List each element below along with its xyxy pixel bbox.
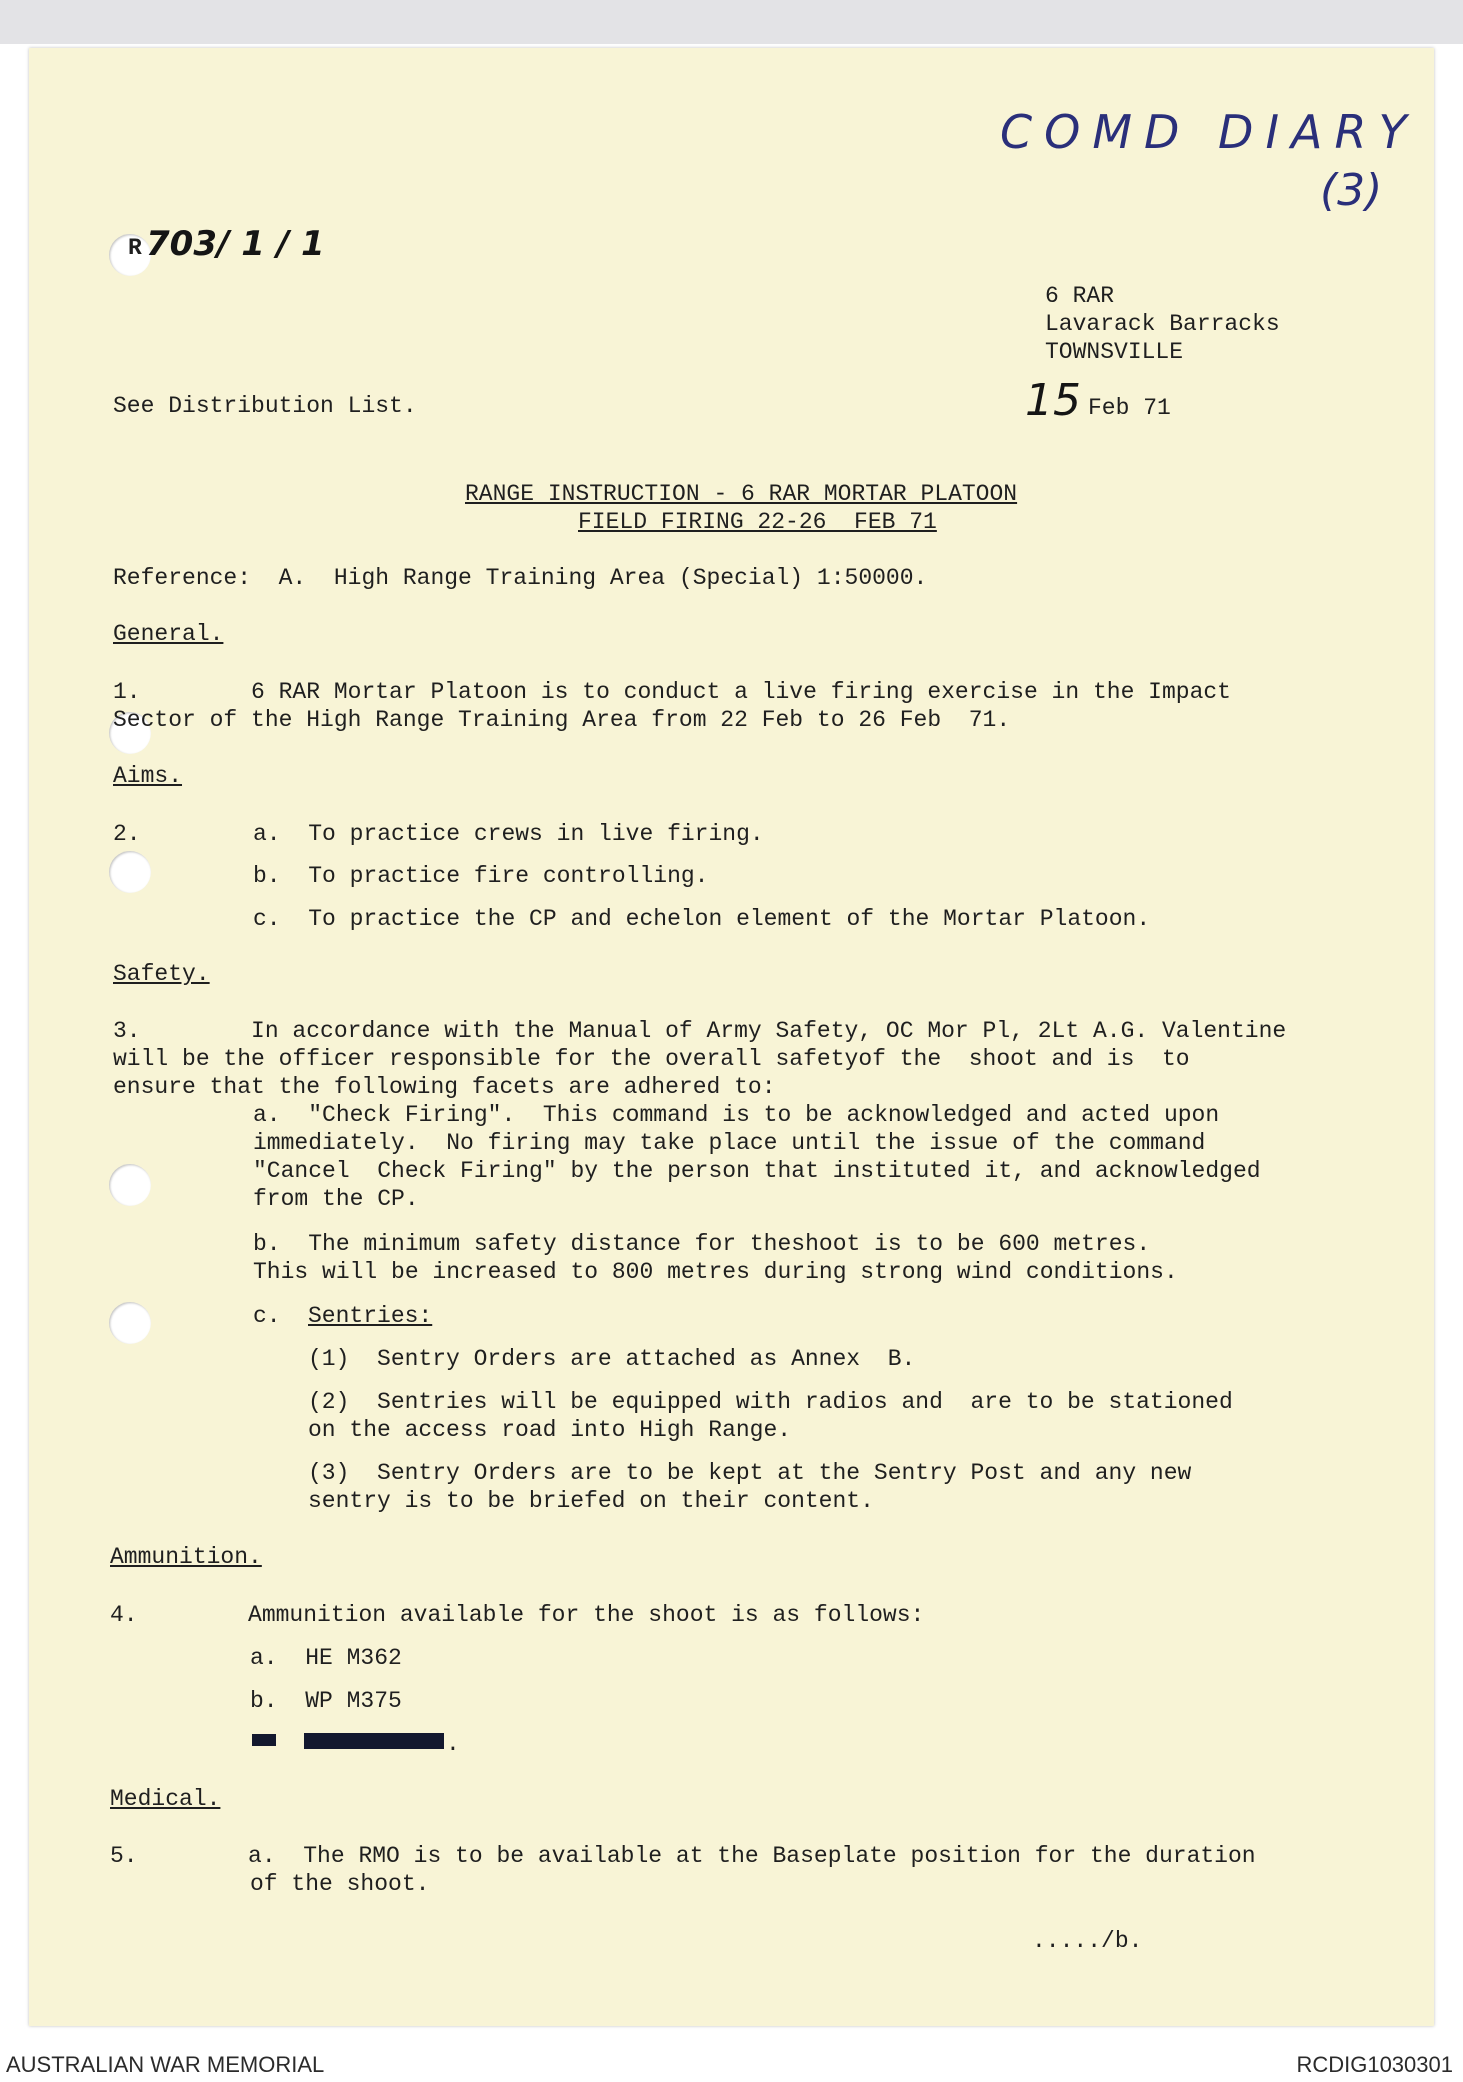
punch-hole bbox=[109, 1302, 151, 1344]
list-item: b. To practice fire controlling. bbox=[253, 863, 709, 889]
paragraph-line: "Cancel Check Firing" by the person that instituted it, and acknowledged bbox=[253, 1158, 1261, 1184]
footer-id: RCDIG1030301 bbox=[1296, 2052, 1453, 2077]
list-item-tail: . bbox=[446, 1731, 460, 1757]
paragraph-number: 2. bbox=[113, 821, 141, 847]
handwritten-note: COMD DIARY bbox=[1000, 105, 1419, 159]
file-ref-handwritten: 703/ 1 / 1 bbox=[146, 224, 325, 264]
document-title: RANGE INSTRUCTION - 6 RAR MORTAR PLATOON bbox=[465, 481, 1018, 507]
paragraph-line: will be the officer responsible for the overall safetyof the shoot and is to bbox=[113, 1046, 1190, 1072]
subsection-heading: Sentries: bbox=[308, 1303, 433, 1329]
reference-line: Reference: A. High Range Training Area (Special) 1:50000. bbox=[113, 565, 928, 591]
handwritten-number: (3) bbox=[1320, 165, 1383, 216]
address-line: Lavarack Barracks bbox=[1045, 311, 1280, 337]
paragraph-line: b. The minimum safety distance for theshoot is to be 600 metres. bbox=[253, 1231, 1151, 1257]
paragraph-line: on the access road into High Range. bbox=[308, 1417, 792, 1443]
list-item: a. To practice crews in live firing. bbox=[253, 821, 764, 847]
continuation-marker: ...../b. bbox=[1032, 1928, 1143, 1954]
address-line: TOWNSVILLE bbox=[1045, 339, 1184, 365]
paragraph-line: 3. In accordance with the Manual of Army Safety, OC Mor Pl, 2Lt A.G. Valentine bbox=[113, 1018, 1287, 1044]
scanner-top-strip bbox=[0, 0, 1463, 44]
paragraph-line: a. "Check Firing". This command is to be acknowledged and acted upon bbox=[253, 1102, 1220, 1128]
redaction-mark bbox=[252, 1734, 276, 1746]
document-subtitle: FIELD FIRING 22-26 FEB 71 bbox=[578, 509, 937, 535]
date-month-year: Feb 71 bbox=[1088, 395, 1171, 421]
file-ref-prefix: R bbox=[128, 235, 142, 261]
section-heading: General. bbox=[113, 621, 224, 647]
paragraph-line: of the shoot. bbox=[250, 1871, 430, 1897]
list-item: c. To practice the CP and echelon element of the Mortar Platoon. bbox=[253, 906, 1151, 932]
paragraph-line: (3) Sentry Orders are to be kept at the Sentry Post and any new bbox=[308, 1460, 1192, 1486]
paragraph-line: 5. a. The RMO is to be available at the Baseplate position for the duration bbox=[110, 1843, 1256, 1869]
paragraph-line: (2) Sentries will be equipped with radios and are to be stationed bbox=[308, 1389, 1233, 1415]
punch-hole bbox=[109, 1164, 151, 1206]
paragraph-line: immediately. No firing may take place until the issue of the command bbox=[253, 1130, 1206, 1156]
section-heading: Aims. bbox=[113, 763, 183, 789]
punch-hole bbox=[109, 851, 151, 893]
redaction-mark bbox=[304, 1733, 444, 1749]
paragraph-line: 4. Ammunition available for the shoot is as follows: bbox=[110, 1602, 925, 1628]
list-item: (1) Sentry Orders are attached as Annex B. bbox=[308, 1346, 916, 1372]
paragraph-line: ensure that the following facets are adhered to: bbox=[113, 1074, 776, 1100]
paragraph-line: 1. 6 RAR Mortar Platoon is to conduct a live firing exercise in the Impact bbox=[113, 679, 1231, 705]
paragraph-line: from the CP. bbox=[253, 1186, 419, 1212]
address-line: 6 RAR bbox=[1045, 283, 1115, 309]
section-heading: Medical. bbox=[110, 1786, 221, 1812]
paragraph-line: This will be increased to 800 metres during strong wind conditions. bbox=[253, 1259, 1178, 1285]
handwritten-date-day: 15 bbox=[1025, 375, 1081, 426]
paragraph-line: Sector of the High Range Training Area from 22 Feb to 26 Feb 71. bbox=[113, 707, 1011, 733]
section-heading: Ammunition. bbox=[110, 1544, 262, 1570]
distribution-line: See Distribution List. bbox=[113, 393, 417, 419]
list-item: b. WP M375 bbox=[250, 1688, 402, 1714]
section-heading: Safety. bbox=[113, 961, 210, 987]
footer-source: AUSTRALIAN WAR MEMORIAL bbox=[6, 2052, 325, 2077]
list-label: c. bbox=[253, 1303, 281, 1329]
list-item: a. HE M362 bbox=[250, 1645, 402, 1671]
paragraph-line: sentry is to be briefed on their content. bbox=[308, 1488, 874, 1514]
